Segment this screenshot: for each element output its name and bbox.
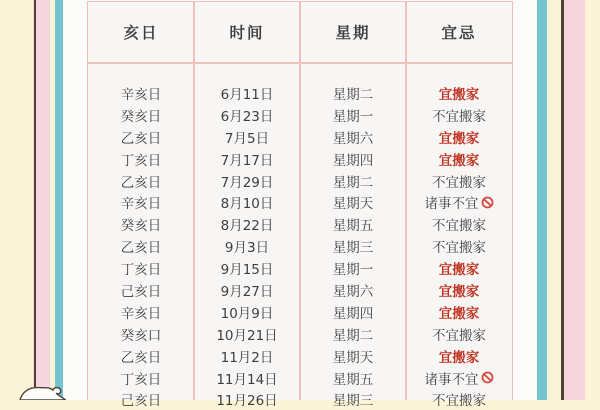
date-cell: 9月27日 — [220, 283, 274, 300]
verdict-cell — [406, 127, 512, 147]
week-cell: 星期五 — [332, 218, 374, 235]
week-cell: 星期二 — [332, 174, 374, 191]
week-cell: 星期二 — [332, 86, 374, 103]
date-cell: 11月26日 — [216, 393, 278, 410]
week-cell: 星期三 — [332, 393, 374, 410]
day-cell: 辛亥日 — [120, 196, 162, 213]
left-teal-stripe — [55, 0, 63, 400]
day-cell: 癸亥口 — [120, 327, 162, 344]
day-cell: 乙亥日 — [120, 240, 162, 257]
day-cell: 癸亥日 — [120, 218, 162, 235]
verdict-text: 宜搬家 — [438, 86, 480, 103]
verdict-cell — [406, 368, 512, 388]
week-cell: 星期二 — [332, 327, 374, 344]
week-cell: 星期天 — [332, 196, 374, 213]
day-cell: 己亥日 — [120, 283, 162, 300]
verdict-cell — [406, 280, 512, 300]
verdict-cell — [406, 149, 512, 169]
verdict-text: 不宜搬家 — [432, 108, 486, 125]
week-cell: 星期六 — [332, 130, 374, 147]
day-cell: 癸亥日 — [120, 108, 162, 125]
verdict-cell — [406, 105, 512, 125]
day-cell: 乙亥日 — [120, 174, 162, 191]
week-cell: 星期三 — [332, 240, 374, 257]
verdict-text: 诸事不宜 — [424, 371, 479, 388]
verdict-text: 宜搬家 — [438, 305, 480, 322]
verdict-cell — [406, 258, 512, 278]
date-cell: 10月9日 — [220, 305, 274, 322]
header-weekday: 星期 — [335, 24, 371, 42]
verdict-text: 不宜搬家 — [432, 240, 486, 257]
date-cell: 7月17日 — [220, 152, 274, 169]
verdict-cell — [406, 302, 512, 322]
right-teal-stripe — [537, 0, 547, 400]
no-entry-icon — [481, 371, 494, 384]
verdict-cell — [406, 214, 512, 234]
verdict-text: 宜搬家 — [438, 130, 480, 147]
verdict-text: 不宜搬家 — [432, 174, 486, 191]
date-cell: 7月5日 — [224, 130, 270, 147]
day-cell: 丁亥日 — [120, 262, 162, 279]
verdict-text: 宜搬家 — [438, 283, 480, 300]
verdict-text: 宜搬家 — [438, 349, 480, 366]
week-cell: 星期一 — [332, 262, 374, 279]
date-cell: 10月21日 — [216, 327, 278, 344]
day-cell: 己亥日 — [120, 393, 162, 410]
day-cell: 辛亥日 — [120, 86, 162, 103]
header-separator — [88, 62, 512, 64]
date-cell: 9月3日 — [224, 240, 270, 257]
left-outer-cream-stripe — [0, 0, 33, 400]
header-time: 时间 — [229, 24, 265, 42]
date-cell: 8月22日 — [220, 218, 274, 235]
day-cell: 乙亥日 — [120, 130, 162, 147]
right-pink-stripe — [564, 0, 586, 400]
header-hai-day: 亥日 — [123, 24, 159, 42]
week-cell: 星期一 — [332, 108, 374, 125]
week-cell: 星期四 — [332, 152, 374, 169]
mascot-doodle — [19, 384, 67, 400]
date-cell: 9月15日 — [220, 262, 274, 279]
date-cell: 6月11日 — [220, 86, 274, 103]
verdict-cell — [406, 171, 512, 191]
day-cell: 乙亥日 — [120, 349, 162, 366]
date-cell: 8月10日 — [220, 196, 274, 213]
date-cell: 11月2日 — [220, 349, 274, 366]
verdict-cell — [406, 83, 512, 103]
verdict-cell — [406, 389, 512, 409]
verdict-text: 不宜搬家 — [432, 218, 486, 235]
verdict-cell — [406, 324, 512, 344]
no-entry-icon — [481, 196, 494, 209]
verdict-text: 不宜搬家 — [432, 393, 486, 410]
verdict-text: 宜搬家 — [438, 152, 480, 169]
day-cell: 丁亥日 — [120, 371, 162, 388]
date-cell: 7月29日 — [220, 174, 274, 191]
header-suitability: 宜忌 — [441, 24, 477, 42]
left-string-line — [34, 0, 36, 388]
date-cell: 6月23日 — [220, 108, 274, 125]
verdict-cell — [406, 346, 512, 366]
moving-day-table — [87, 1, 513, 410]
right-inner-cream-stripe — [547, 0, 561, 400]
week-cell: 星期六 — [332, 283, 374, 300]
day-cell: 辛亥日 — [120, 305, 162, 322]
verdict-text: 诸事不宜 — [424, 196, 479, 213]
week-cell: 星期五 — [332, 371, 374, 388]
verdict-text: 不宜搬家 — [432, 327, 486, 344]
verdict-cell — [406, 192, 512, 212]
verdict-cell — [406, 236, 512, 256]
day-cell: 丁亥日 — [120, 152, 162, 169]
week-cell: 星期天 — [332, 349, 374, 366]
date-cell: 11月14日 — [216, 371, 278, 388]
verdict-text: 宜搬家 — [438, 262, 480, 279]
right-outer-cream-stripe — [585, 0, 600, 400]
week-cell: 星期四 — [332, 305, 374, 322]
